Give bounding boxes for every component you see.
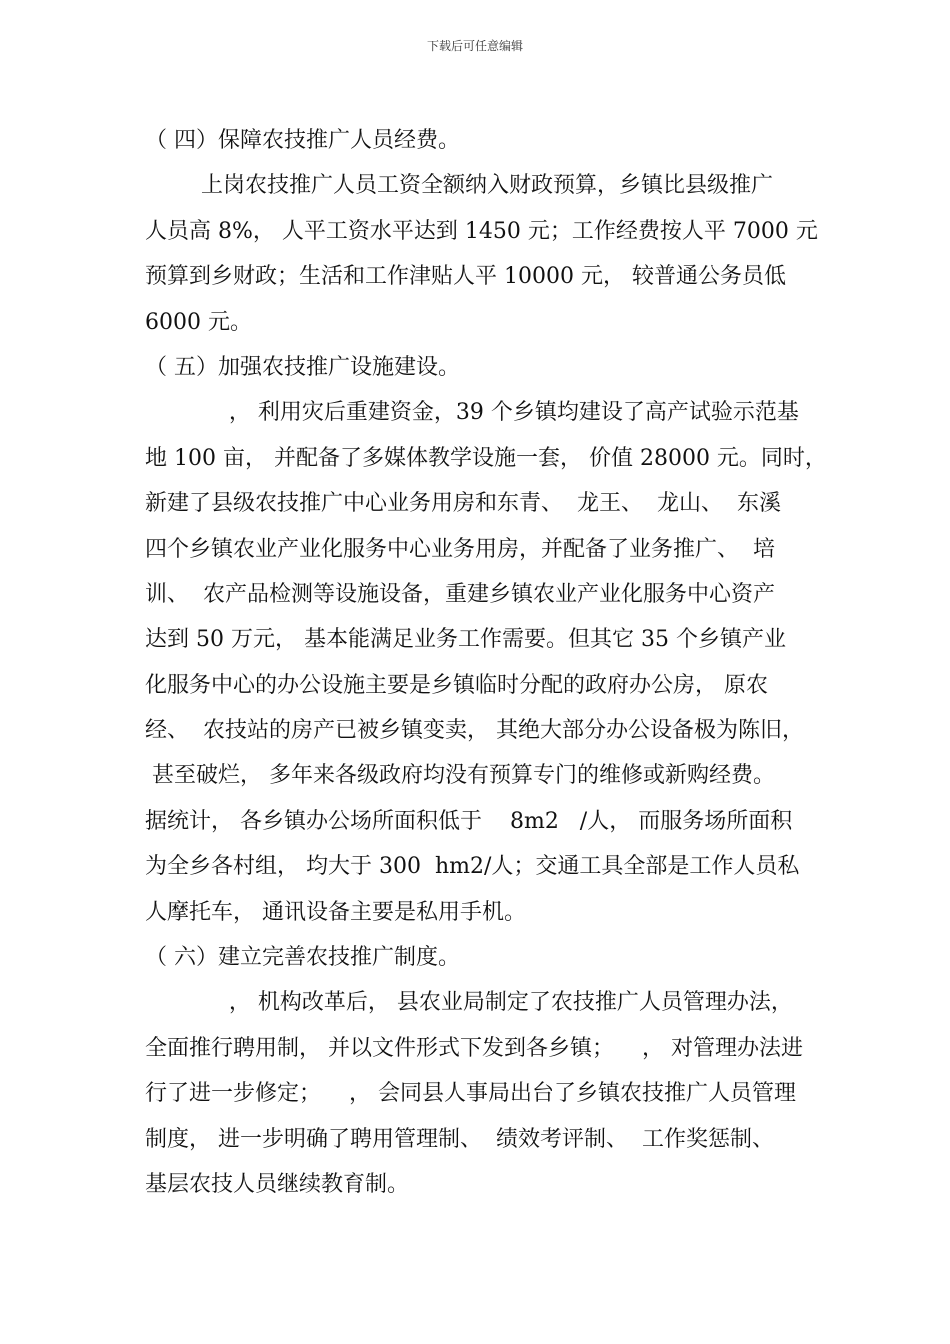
text-line: 预算到乡财政；生活和工作津贴人平 10000 元， 较普通公务员低 — [145, 264, 786, 290]
text-line: 达到 50 万元， 基本能满足业务工作需要。但其它 35 个乡镇产业 — [145, 627, 786, 653]
text-line: 人摩托车， 通讯设备主要是私用手机。 — [145, 899, 526, 925]
heading-section-6: （ 六）建立完善农技推广制度。 — [145, 945, 460, 971]
text-line: 据统计， 各乡镇办公场所面积低于 8m2 /人， 而服务场所面积 — [145, 808, 793, 834]
heading-section-5: （ 五）加强农技推广设施建设。 — [145, 354, 460, 380]
text-line: 经、 农技站的房产已被乡镇变卖， 其绝大部分办公设备极为陈旧， — [145, 718, 804, 744]
text-line: 上岗农技推广人员工资全额纳入财政预算，乡镇比县级推广 — [145, 173, 773, 199]
text-line: 训、 农产品检测等设施设备，重建乡镇农业产业化服务中心资产 — [145, 581, 775, 607]
heading-section-4: （ 四）保障农技推广人员经费。 — [145, 128, 460, 153]
text-line: 行了进一步修定； ， 会同县人事局出台了乡镇农技推广人员管理 — [145, 1081, 796, 1107]
text-line: 甚至破烂， 多年来各级政府均没有预算专门的维修或新购经费。 — [145, 763, 775, 789]
text-line: 基层农技人员继续教育制。 — [145, 1171, 410, 1197]
page-header: 下载后可任意编辑 — [426, 39, 523, 53]
text-line: 地 100 亩， 并配备了多媒体教学设施一套， 价值 28000 元。同时， — [145, 445, 827, 471]
text-line: 新建了县级农技推广中心业务用房和东青、 龙王、 龙山、 东溪 — [145, 491, 781, 517]
text-line: ， 利用灾后重建资金，39 个乡镇均建设了高产试验示范基 — [145, 400, 799, 426]
text-line: 全面推行聘用制， 并以文件形式下发到各乡镇； ， 对管理办法进 — [145, 1035, 803, 1061]
text-line: 人员高 8%， 人平工资水平达到 1450 元；工作经费按人平 7000 元 — [145, 218, 818, 244]
text-line: 制度， 进一步明确了聘用管理制、 绩效考评制、 工作奖惩制、 — [145, 1126, 774, 1152]
text-line: ， 机构改革后， 县农业局制定了农技推广人员管理办法， — [145, 990, 793, 1016]
text-line: 6000 元。 — [145, 309, 252, 335]
text-line: 为全乡各村组， 均大于 300 hm2/人；交通工具全部是工作人员私 — [145, 854, 800, 880]
text-line: 化服务中心的办公设施主要是乡镇临时分配的政府办公房， 原农 — [145, 672, 768, 698]
document-body — [145, 118, 827, 1207]
text-line: 四个乡镇农业产业化服务中心业务用房，并配备了业务推广、 培 — [145, 536, 775, 562]
